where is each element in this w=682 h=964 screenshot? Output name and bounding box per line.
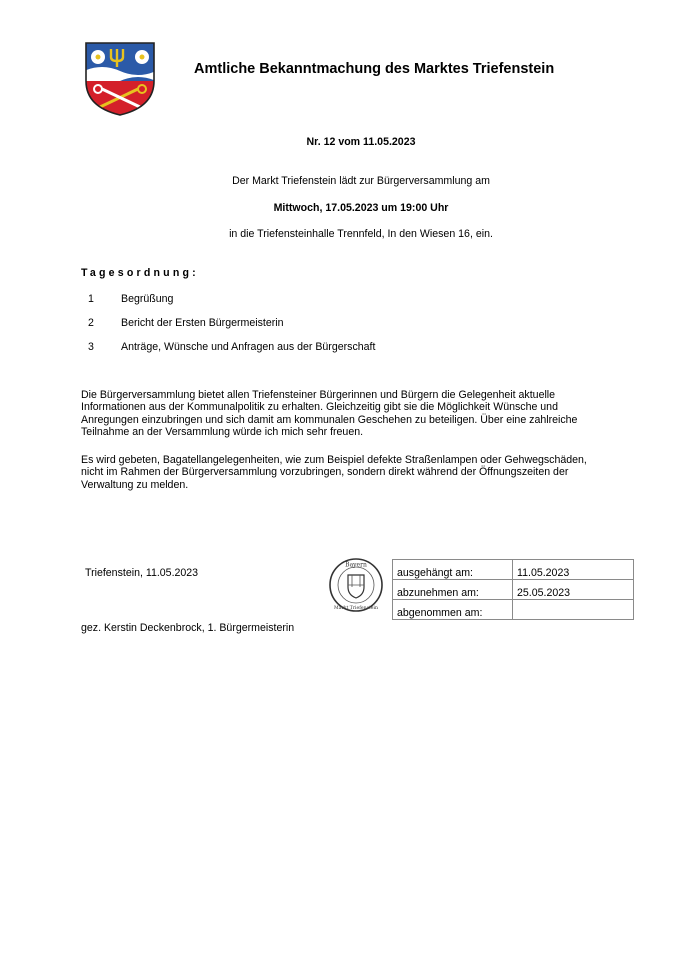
place-date: Triefenstein, 11.05.2023 [85,567,199,579]
agenda-item-text: Bericht der Ersten Bürgermeisterin [121,317,284,329]
remove-by-value: 25.05.2023 [513,580,634,600]
agenda-item [88,317,284,329]
agenda-item-number: 3 [88,341,94,353]
posted-value: 11.05.2023 [513,560,634,580]
agenda-item-text: Anträge, Wünsche und Anfragen aus der Bürgerschaft [121,341,376,353]
signed-by: gez. Kerstin Deckenbrock, 1. Bürgermeisterin [81,622,295,634]
seal-bottom-text: Markt Triefenstein [334,606,378,611]
meeting-date: Mittwoch, 17.05.2023 um 19:00 Uhr [273,202,449,214]
remove-by-label: abzunehmen am: [393,580,513,600]
table-row [393,580,634,600]
seal-top-text: Bayern [345,561,367,569]
request-paragraph [81,454,611,491]
request-paragraph-text: Es wird gebeten, Bagatellangelegenheiten, wie zum Beispiel defekte Straßenlampen oder Gehwegschäden, nicht im Rahmen der Bürgerversammlung vorzubringen, sondern direkt während der Öffnungszeiten der Verwaltung zu melden. [81,454,587,491]
info-paragraph-text: Die Bürgerversammlung bietet allen Triefensteiner Bürgerinnen und Bürgern die Gelegenheit aktuelle Informationen aus der Kommunalpolitik zu erhalten. Gleichzeitig gibt sie die Möglichkeit Wünsche und Anregungen einzubringen und sich damit am kommunalen Geschehen zu beteiligen. Über eine zahlreiche Teilnahme an der Versammlung würde ich mich sehr freuen. [81,389,578,439]
agenda-item-number: 2 [88,317,94,329]
meeting-location: in die Triefensteinhalle Trennfeld, In den Wiesen 16, ein. [229,228,493,240]
table-row [393,560,634,580]
info-paragraph [81,389,611,439]
posting-dates-table [392,559,634,620]
agenda-heading: Tagesordnung: [81,267,199,279]
official-seal-icon [328,557,384,613]
agenda-item-text: Begrüßung [121,293,174,305]
agenda-item [88,293,173,305]
removed-label: abgenommen am: [393,600,513,620]
agenda-item [88,341,375,353]
agenda-item-number: 1 [88,293,94,305]
posted-label: ausgehängt am: [393,560,513,580]
invite-line: Der Markt Triefenstein lädt zur Bürgerversammlung am [232,175,490,187]
page-title: Amtliche Bekanntmachung des Marktes Triefenstein [194,61,555,77]
removed-value [513,600,634,620]
notice-number: Nr. 12 vom 11.05.2023 [306,136,416,148]
coat-of-arms-icon [84,41,156,117]
table-row [393,600,634,620]
